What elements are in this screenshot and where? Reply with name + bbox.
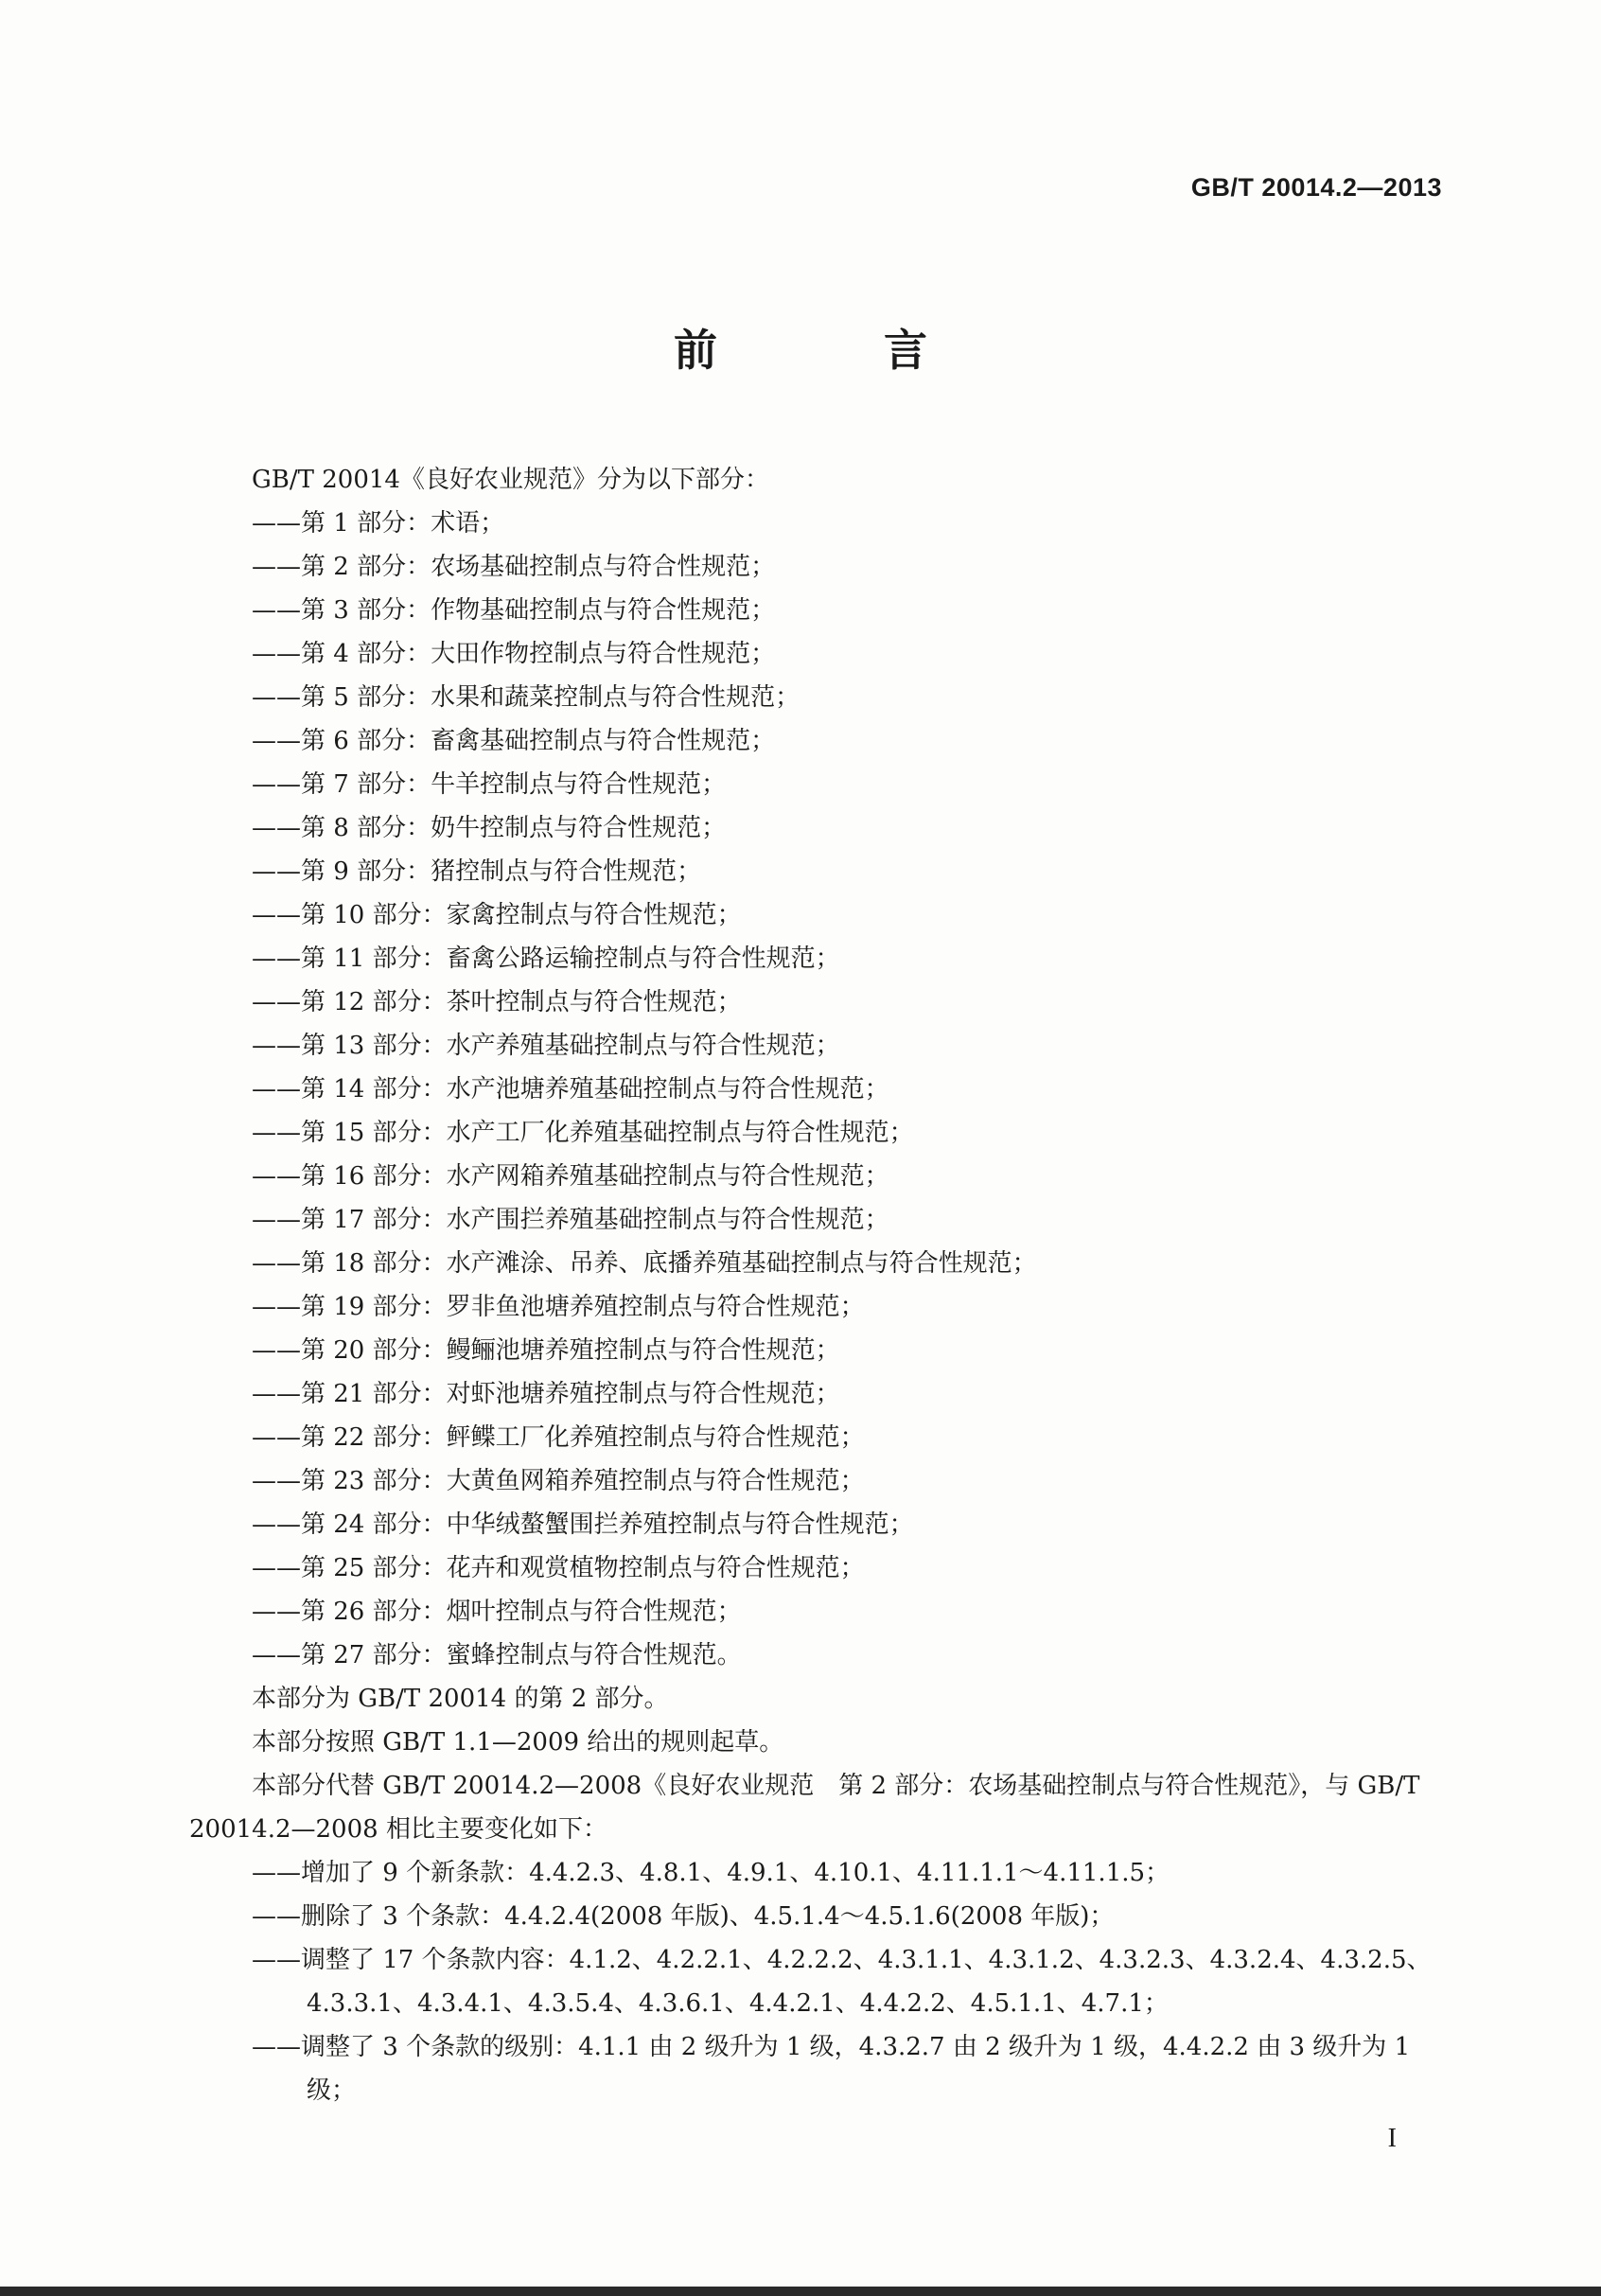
scan-edge-divider [0,2287,1601,2296]
parts-list [189,502,1438,1677]
list-item: ——调整了 3 个条款的级别：4.1.1 由 2 级升为 1 级，4.3.2.7 由 2 级升为 1 级，4.4.2.2 由 3 级升为 1 级； [252,2033,1411,2105]
changes-list [189,1851,1438,2112]
list-item: ——第 2 部分：农场基础控制点与符合性规范； [252,553,776,581]
list-item: ——第 20 部分：鳗鲡池塘养殖控制点与符合性规范； [252,1336,840,1365]
list-item: ——第 16 部分：水产网箱养殖基础控制点与符合性规范； [252,1162,889,1191]
list-item: ——第 11 部分：畜禽公路运输控制点与符合性规范； [252,945,840,973]
list-item: ——第 6 部分：畜禽基础控制点与符合性规范； [252,727,776,755]
list-item: ——第 7 部分：牛羊控制点与符合性规范； [252,770,727,799]
list-item: ——第 12 部分：茶叶控制点与符合性规范； [252,988,742,1016]
standard-code: GB/T 20014.2—2013 [1190,173,1442,202]
list-item: ——第 26 部分：烟叶控制点与符合性规范； [252,1598,742,1626]
list-item: ——第 3 部分：作物基础控制点与符合性规范； [252,596,776,625]
drafting-statement: 本部分按照 GB/T 1.1—2009 给出的规则起草。 [252,1728,784,1757]
list-item: ——增加了 9 个新条款：4.4.2.3、4.8.1、4.9.1、4.10.1、4.11.1.1～4.11.1.5； [252,1859,1170,1887]
page-title: 前 言 [673,325,1003,376]
list-item: ——第 8 部分：奶牛控制点与符合性规范； [252,814,727,842]
list-item: ——第 19 部分：罗非鱼池塘养殖控制点与符合性规范； [252,1293,865,1321]
document-body [189,458,1438,2112]
list-item: ——第 9 部分：猪控制点与符合性规范； [252,857,702,886]
list-item: ——第 24 部分：中华绒螯蟹围拦养殖控制点与符合性规范； [252,1510,914,1539]
list-item: ——第 21 部分：对虾池塘养殖控制点与符合性规范； [252,1380,840,1408]
list-item: ——第 23 部分：大黄鱼网箱养殖控制点与符合性规范； [252,1467,865,1495]
list-item: ——调整了 17 个条款内容：4.1.2、4.2.2.1、4.2.2.2、4.3.1.1、4.3.1.2、4.3.2.3、4.3.2.4、4.3.2.5、4.3.3.1、4.3.4.1、4.3.5.4、4.3.6.1、4.4.2.1、4.4.2.2、4.5.1.1、4.7.1； [252,1946,1432,2018]
list-item: ——第 17 部分：水产围拦养殖基础控制点与符合性规范； [252,1206,889,1234]
list-item: ——第 4 部分：大田作物控制点与符合性规范； [252,640,776,668]
intro-paragraph: GB/T 20014《良好农业规范》分为以下部分： [252,466,769,494]
list-item: ——第 10 部分：家禽控制点与符合性规范； [252,901,742,929]
list-item: ——第 22 部分：鲆鲽工厂化养殖控制点与符合性规范； [252,1423,865,1452]
list-item: ——删除了 3 个条款：4.4.2.4(2008 年版)、4.5.1.4～4.5.1.6(2008 年版)； [252,1902,1115,1931]
list-item: ——第 1 部分：术语； [252,509,505,538]
list-item: ——第 25 部分：花卉和观赏植物控制点与符合性规范； [252,1554,865,1582]
list-item: ——第 13 部分：水产养殖基础控制点与符合性规范； [252,1032,840,1060]
list-item: ——第 15 部分：水产工厂化养殖基础控制点与符合性规范； [252,1119,914,1147]
replacement-statement: 本部分代替 GB/T 20014.2—2008《良好农业规范 第 2 部分：农场基础控制点与符合性规范》，与 GB/T 20014.2—2008 相比主要变化如下： [189,1772,1420,1844]
page-number: I [1387,2124,1397,2153]
list-item: ——第 14 部分：水产池塘养殖基础控制点与符合性规范； [252,1075,889,1104]
list-item: ——第 27 部分：蜜蜂控制点与符合性规范。 [252,1641,742,1669]
list-item: ——第 5 部分：水果和蔬菜控制点与符合性规范； [252,683,800,712]
part-statement: 本部分为 GB/T 20014 的第 2 部分。 [252,1685,669,1713]
list-item: ——第 18 部分：水产滩涂、吊养、底播养殖基础控制点与符合性规范； [252,1249,1037,1278]
